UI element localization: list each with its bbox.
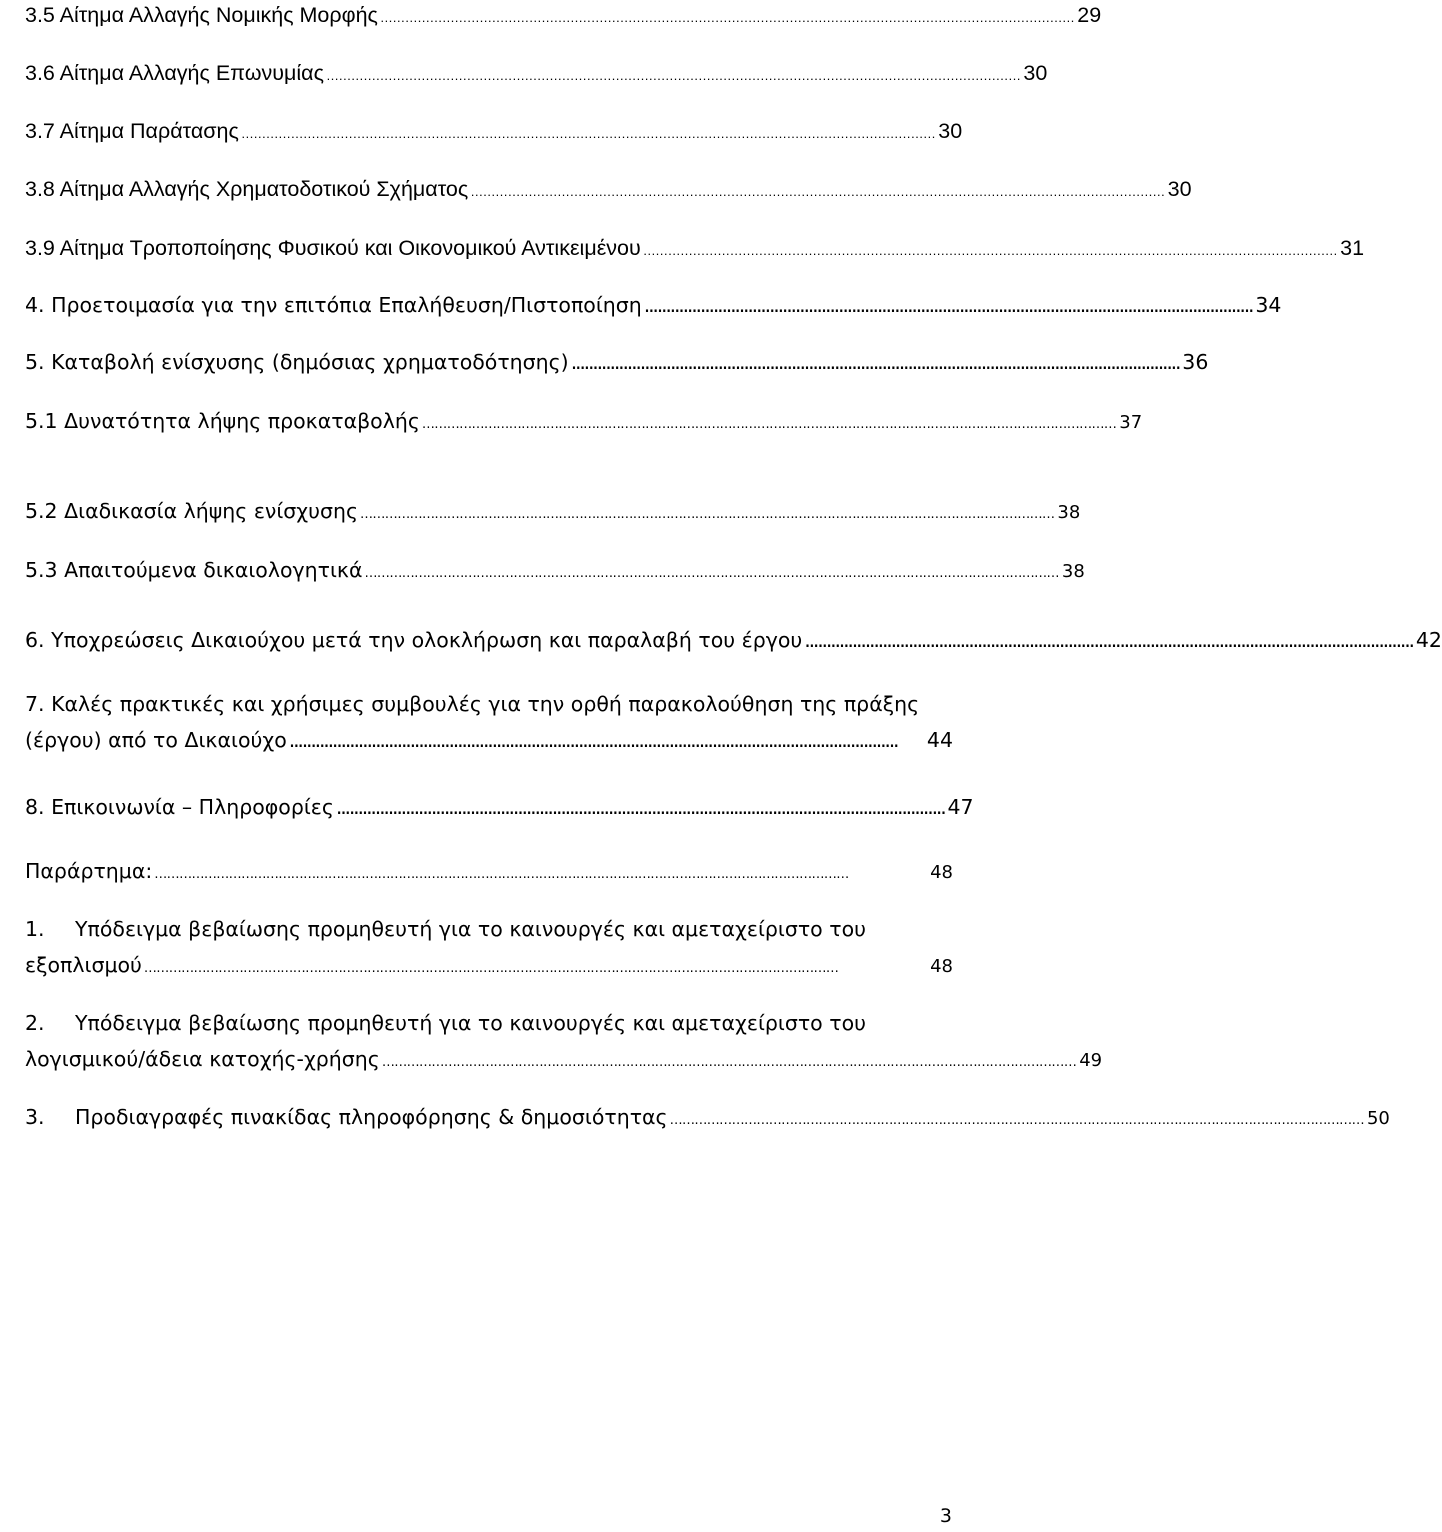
toc-entry-appendix-2[interactable] <box>25 1010 1103 1072</box>
toc-entry-3-5[interactable] <box>25 2 1102 28</box>
toc-leader-dots: ............................................................................................................................................. <box>804 628 1413 652</box>
toc-entry-number: 2. <box>25 1011 45 1035</box>
toc-entry-title: 3.8 Αίτημα Αλλαγής Χρηματοδοτικού Σχήματος <box>25 177 469 201</box>
toc-entry-title: 4. Προετοιμασία για την επιτόπια Επαλήθευση/Πιστοποίηση <box>25 293 642 317</box>
toc-entry-title: 5.3 Απαιτούμενα δικαιολογητικά <box>25 558 363 582</box>
toc-entry-title: 5. Καταβολή ενίσχυσης (δημόσιας χρηματοδότησης) <box>25 350 569 374</box>
toc-entry-page: 38 <box>1061 561 1085 582</box>
toc-entry-4[interactable] <box>25 292 1282 318</box>
toc-leader-dots: …………………………………………………………………………………………………………………………………………………… <box>381 1055 1077 1070</box>
toc-entry-page: 38 <box>1057 502 1081 523</box>
toc-leader-dots: ............................................................................................................................................. <box>288 728 898 752</box>
toc-entry-title-text: Προδιαγραφές πινακίδας πληροφόρησης & δημοσιότητας <box>75 1105 668 1129</box>
toc-entry-title: 5.2 Διαδικασία λήψης ενίσχυσης <box>25 499 358 523</box>
toc-entry-title-line2: (έργου) από το Δικαιούχο <box>25 728 287 752</box>
toc-leader-dots: …………………………………………………………………………………………………………………………………………………… <box>364 566 1059 581</box>
toc-entry-page: 49 <box>1079 1050 1103 1071</box>
toc-leader-dots: …………………………………………………………………………………………………………………………………………………… <box>360 507 1055 522</box>
toc-leader-dots: …………………………………………………………………………………………………………………………………………………… <box>240 126 936 141</box>
toc-entry-appendix-3[interactable] <box>25 1104 1390 1130</box>
toc-entry-page: 48 <box>930 956 953 977</box>
toc-leader-dots: …………………………………………………………………………………………………………………………………………………… <box>642 243 1338 258</box>
toc-entry-page: 37 <box>1119 412 1143 433</box>
toc-entry-page: 31 <box>1340 236 1365 260</box>
toc-entry-title-line1: Υπόδειγμα βεβαίωσης προμηθευτή για το καινουργές και αμεταχείριστο του <box>75 1011 866 1035</box>
toc-entry-page: 29 <box>1077 3 1102 27</box>
toc-entry-title: 3.7 Αίτημα Παράτασης <box>25 119 239 143</box>
toc-leader-dots: …………………………………………………………………………………………………………………………………………………… <box>143 961 839 976</box>
toc-entry-5-3[interactable] <box>25 557 1085 583</box>
toc-entry-page: 50 <box>1366 1108 1390 1129</box>
toc-entry-title-line1: 7. Καλές πρακτικές και χρήσιμες συμβουλές για την ορθή παρακολούθηση της πράξης <box>25 692 920 716</box>
toc-entry-6[interactable] <box>25 627 1442 653</box>
toc-entry-page: 47 <box>947 795 974 819</box>
toc-entry-page: 42 <box>1415 628 1442 652</box>
toc-leader-dots: ............................................................................................................................................. <box>570 350 1180 374</box>
toc-entry-page: 48 <box>930 862 953 883</box>
toc-entry-appendix-1[interactable] <box>25 916 953 978</box>
toc-entry-title-line2: εξοπλισμού <box>25 953 142 977</box>
toc-leader-dots: ............................................................................................................................................. <box>643 293 1253 317</box>
toc-entry-3-7[interactable] <box>25 118 963 144</box>
toc-entry-page: 36 <box>1182 350 1209 374</box>
toc-leader-dots: ............................................................................................................................................. <box>335 795 945 819</box>
toc-entry-title-line2: λογισμικού/άδεια κατοχής-χρήσης <box>25 1047 380 1071</box>
toc-entry-title: 5.1 Δυνατότητα λήψης προκαταβολής <box>25 409 420 433</box>
toc-leader-dots: …………………………………………………………………………………………………………………………………………………… <box>421 417 1117 432</box>
toc-entry-3-8[interactable] <box>25 176 1192 202</box>
toc-entry-page: 34 <box>1255 293 1282 317</box>
toc-entry-5-1[interactable] <box>25 408 1143 434</box>
toc-entry-5-2[interactable] <box>25 498 1081 524</box>
toc-entry-5[interactable] <box>25 349 1209 375</box>
toc-leader-dots: …………………………………………………………………………………………………………………………………………………… <box>379 10 1075 25</box>
toc-entry-title: Παράρτημα: <box>25 859 153 883</box>
toc-entry-title: 3.6 Αίτημα Αλλαγής Επωνυμίας <box>25 61 324 85</box>
toc-entry-3-6[interactable] <box>25 60 1048 86</box>
toc-entry-appendix[interactable] <box>25 858 953 884</box>
toc-entry-title: 3.9 Αίτημα Τροποποίησης Φυσικού και Οικονομικού Αντικειμένου <box>25 236 641 260</box>
toc-entry-page: 30 <box>1023 61 1048 85</box>
toc-entry-title: 6. Υποχρεώσεις Δικαιούχου μετά την ολοκλήρωση και παραλαβή του έργου <box>25 628 803 652</box>
toc-leader-dots: …………………………………………………………………………………………………………………………………………………… <box>325 68 1021 83</box>
toc-leader-dots: …………………………………………………………………………………………………………………………………………………… <box>470 184 1165 199</box>
toc-leader-dots: …………………………………………………………………………………………………………………………………………………… <box>154 867 849 882</box>
toc-entry-3-9[interactable] <box>25 235 1365 261</box>
page-number: 3 <box>939 1505 952 1527</box>
toc-entry-page: 44 <box>926 728 953 752</box>
toc-entry-number: 3. <box>25 1105 45 1129</box>
toc-entry-title-line1: Υπόδειγμα βεβαίωσης προμηθευτή για το καινουργές και αμεταχείριστο του <box>75 917 866 941</box>
toc-entry-title: 3.5 Αίτημα Αλλαγής Νομικής Μορφής <box>25 3 378 27</box>
toc-entry-title: 8. Επικοινωνία – Πληροφορίες <box>25 795 334 819</box>
toc-entry-7[interactable] <box>25 691 953 753</box>
toc-entry-title <box>25 1104 668 1130</box>
toc-entry-page: 30 <box>938 119 963 143</box>
toc-entry-8[interactable] <box>25 794 974 820</box>
toc-leader-dots: …………………………………………………………………………………………………………………………………………………… <box>669 1113 1364 1128</box>
toc-entry-page: 30 <box>1167 177 1192 201</box>
toc-entry-number: 1. <box>25 917 45 941</box>
